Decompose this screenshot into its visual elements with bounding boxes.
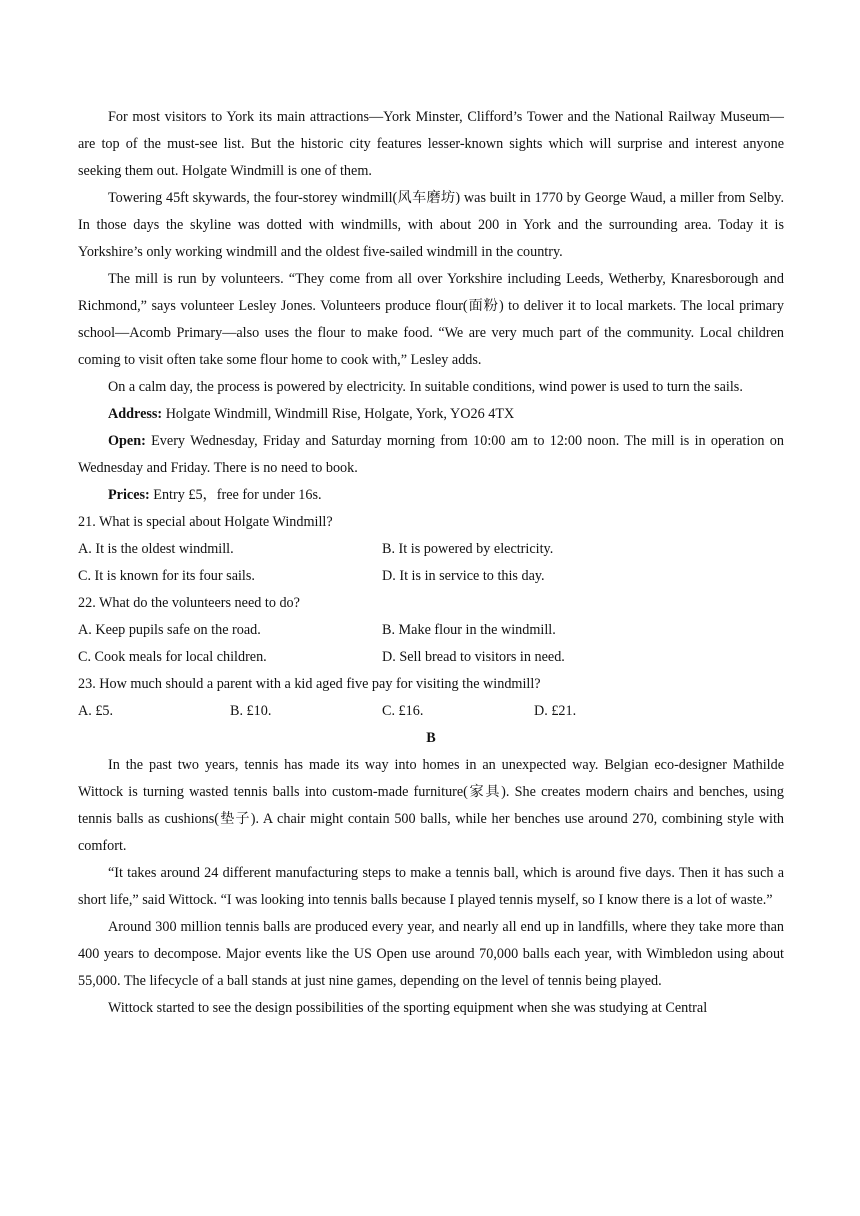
question-22-option-a: A. Keep pupils safe on the road. [78,622,261,638]
question-21-option-a: A. It is the oldest windmill. [78,541,234,557]
address-text: Holgate Windmill, Windmill Rise, Holgate, York, YO26 4TX [162,406,515,422]
question-21-option-b: B. It is powered by electricity. [382,541,554,557]
question-22-stem: 22. What do the volunteers need to do? [78,595,300,611]
passage-b-paragraph-4: Wittock started to see the design possibilities of the sporting equipment when she was studying at Central [108,1000,708,1016]
question-22-option-b: B. Make flour in the windmill. [382,622,556,638]
address-label: Address: [108,406,163,422]
question-21-stem: 21. What is special about Holgate Windmill? [78,514,333,530]
question-22-option-c: C. Cook meals for local children. [78,649,267,665]
question-23-options-row [78,698,784,725]
address-line [78,401,784,428]
question-21-option-c: C. It is known for its four sails. [78,568,255,584]
question-22-options-row-1 [78,617,784,644]
passage-b-paragraph-2: “It takes around 24 different manufacturing steps to make a tennis ball, which is around five days. Then it has such a short life,” said Wittock. “I was looking into tennis balls because I played tennis myself, so I know there is a lot of waste.” [78,865,784,908]
passage-b-paragraph-1: In the past two years, tennis has made its way into homes in an unexpected way. Belgian eco-designer Mathilde Wittock is turning wasted tennis balls into custom-made furniture(家具). She creates modern chairs and benches, using tennis balls as cushions(垫子). A chair might contain 500 balls, while her benches use around 270, combining style with comfort. [78,757,784,854]
passage-a-paragraph-4: On a calm day, the process is powered by electricity. In suitable conditions, wind power is used to turn the sails. [108,379,743,395]
question-21-options-row-1 [78,536,784,563]
passage-b-paragraph-3: Around 300 million tennis balls are produced every year, and nearly all end up in landfills, where they take more than 400 years to decompose. Major events like the US Open use around 70,000 balls each year, with Wimbledon using about 55,000. The lifecycle of a ball stands at just nine games, depending on the level of tennis being played. [78,919,784,989]
open-label: Open: [108,433,146,449]
question-23-option-d: D. £21. [534,703,577,719]
prices-text: Entry £5，free for under 16s. [149,487,322,503]
passage-a-paragraph-1: For most visitors to York its main attractions—York Minster, Clifford’s Tower and the National Railway Museum—are top of the must-see list. But the historic city features lesser-known sights which will surprise and interest anyone seeking them out. Holgate Windmill is one of them. [78,109,784,179]
prices-label: Prices: [108,487,150,503]
question-23-option-a: A. £5. [78,703,114,719]
passage-a-paragraph-2: Towering 45ft skywards, the four-storey windmill(风车磨坊) was built in 1770 by George Waud, a miller from Selby. In those days the skyline was dotted with windmills, with about 200 in York and the surrounding area. Today it is Yorkshire’s only working windmill and the oldest five-sailed windmill in the country. [78,190,784,260]
question-22-options-row-2 [78,644,784,671]
passage-a-paragraph-3: The mill is run by volunteers. “They come from all over Yorkshire including Leeds, Wetherby, Knaresborough and Richmond,” says volunteer Lesley Jones. Volunteers produce flour(面粉) to deliver it to local markets. The local primary school—Acomb Primary—also uses the flour to make food. “We are very much part of the community. Local children coming to visit often take some flour home to cook with,” Lesley adds. [78,271,784,368]
open-text: Every Wednesday, Friday and Saturday morning from 10:00 am to 12:00 noon. The mill is in operation on Wednesday and Friday. There is no need to book. [78,433,784,476]
prices-line [78,482,784,509]
question-23-option-c: C. £16. [382,703,424,719]
open-line [78,428,784,482]
question-21-option-d: D. It is in service to this day. [382,568,545,584]
question-23-stem: 23. How much should a parent with a kid aged five pay for visiting the windmill? [78,676,541,692]
question-22-option-d: D. Sell bread to visitors in need. [382,649,565,665]
question-23-option-b: B. £10. [230,703,272,719]
question-21-options-row-2 [78,563,784,590]
section-b-heading: B [426,730,436,746]
